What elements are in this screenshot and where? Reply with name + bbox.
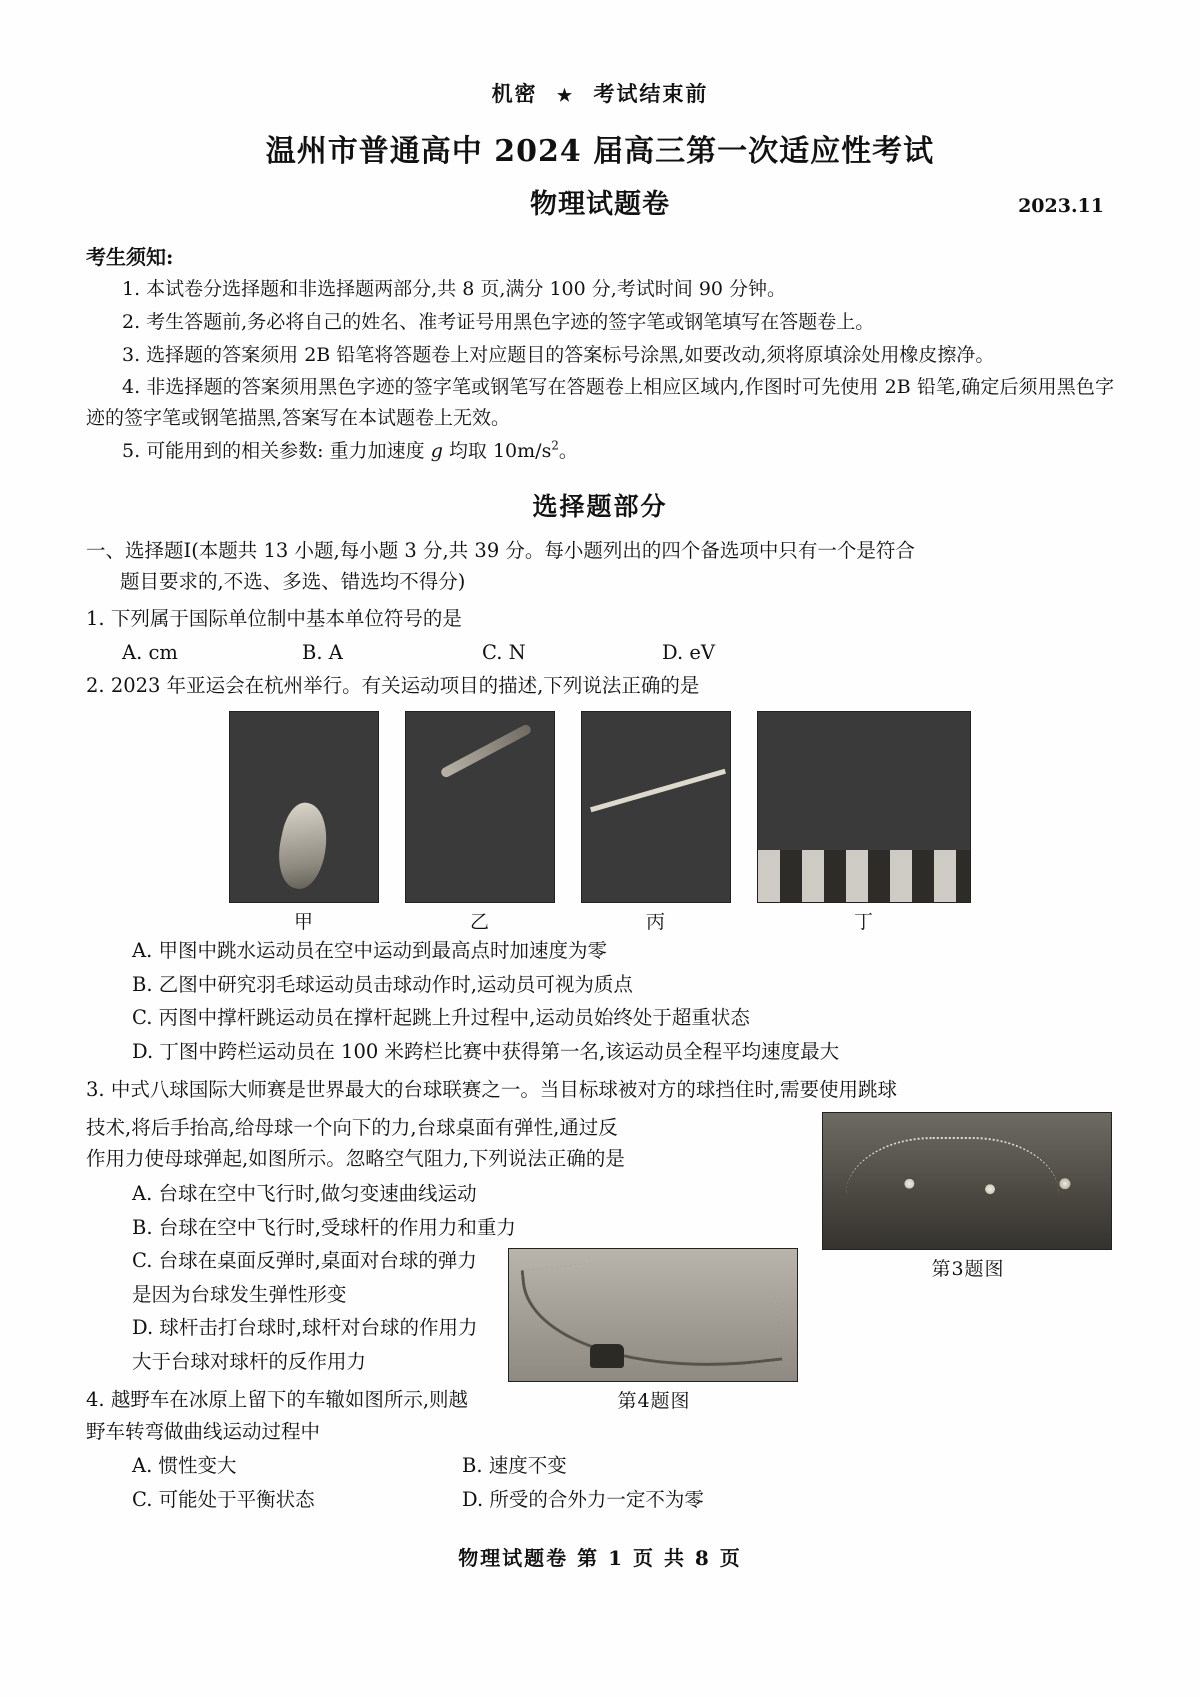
question-1-option-b[interactable]: B. A [302,640,343,664]
figure-jia-caption: 甲 [293,911,314,934]
question-1 [86,603,1114,635]
question-3-number: 3. [86,1078,105,1102]
question-3-option-b[interactable]: B. 台球在空中飞行时,受球杆的作用力和重力 [132,1215,516,1239]
diving-photo-icon [229,711,379,903]
figure-bing-caption: 丙 [645,911,666,934]
question-3-option-c[interactable]: C. 台球在桌面反弹时,桌面对台球的弹力是因为台球发生弹性形变 [132,1249,477,1306]
question-2-option-c[interactable]: C. 丙图中撑杆跳运动员在撑杆起跳上升过程中,运动员始终处于超重状态 [132,1006,750,1030]
question-3 [86,1074,1114,1106]
take-label: 均取 [448,439,487,462]
gravity-label: 重力加速度 [329,439,425,462]
question-4-stem: 越野车在冰原上留下的车辙如图所示,则越野车转弯做曲线运动过程中 [86,1388,469,1443]
figure-jia [229,711,379,934]
question-2-figures [86,711,1114,934]
question-2-number: 2. [86,673,105,697]
gravity-unit-exponent: 2 [551,438,559,453]
question-2 [86,670,1114,702]
question-3-stem-line2: 技术,将后手抬高,给母球一个向下的力,台球桌面有弹性,通过反 [86,1115,618,1139]
notice-item: 1. 本试卷分选择题和非选择题两部分,共 8 页,满分 100 分,考试时间 90 分钟。 [122,278,787,300]
notice-item-params-end: 。 [558,439,578,462]
question-4-number: 4. [86,1388,105,1412]
question-3-option-d[interactable]: D. 球杆击打台球时,球杆对台球的作用力大于台球对球杆的反作用力 [132,1316,478,1373]
question-3-stem-line1: 中式八球国际大师赛是世界最大的台球联赛之一。当目标球被对方的球挡住时,需要使用跳球 [110,1078,898,1102]
notice-item: 4. 非选择题的答案须用黑色字迹的签字笔或钢笔写在答题卷上相应区域内,作图时可先使用 2B 铅笔,确定后须用黑色字迹的签字笔或钢笔描黑,答案写在本试题卷上无效。 [86,376,1114,430]
question-3-figure [822,1112,1114,1281]
figure-bing [581,711,731,934]
page-footer: 物理试题卷 第 1 页 共 8 页 [458,1546,742,1571]
confidential-right: 考试结束前 [593,81,709,106]
question-group-instruction-line2: 题目要求的,不选、多选、错选均不得分) [120,569,466,593]
question-2-stem: 2023 年亚运会在杭州举行。有关运动项目的描述,下列说法正确的是 [110,673,700,697]
question-4-options-row-2 [86,1483,1114,1517]
notice-item-params-prefix: 5. 可能用到的相关参数: [122,439,324,462]
subject-title: 物理试题卷 [530,189,670,220]
badminton-photo-icon [405,711,555,903]
figure-yi [405,711,555,934]
gravity-symbol: g [430,439,443,462]
figure-yi-caption: 乙 [469,911,490,934]
exam-date: 2023.11 [1018,195,1104,217]
question-4-option-b[interactable]: B. 速度不变 [462,1454,567,1478]
question-1-stem: 下列属于国际单位制中基本单位符号的是 [110,606,462,630]
confidential-line [86,78,1114,108]
confidential-left: 机密 [491,81,538,106]
question-group-instruction-line1: 一、选择题Ⅰ(本题共 13 小题,每小题 3 分,共 39 分。每小题列出的四个备选项中只有一个是符合 [86,538,915,562]
question-3-4-block [86,1074,1114,1516]
gravity-value: 10m/s [492,439,552,462]
question-4-option-a[interactable]: A. 惯性变大 [132,1454,237,1478]
question-4-figure-caption: 第4题图 [617,1390,691,1413]
hurdles-photo-icon [757,711,971,903]
figure-ding [757,711,971,934]
notice-item: 2. 考生答题前,务必将自己的姓名、准考证号用黑色字迹的签字笔或钢笔填写在答题卷上。 [122,310,875,333]
question-4-options-row-1 [86,1449,1114,1483]
notice-title: 考生须知: [86,245,174,269]
question-2-option-d[interactable]: D. 丁图中跨栏运动员在 100 米跨栏比赛中获得第一名,该运动员全程平均速度最大 [132,1039,840,1063]
question-3-figure-caption: 第3题图 [931,1257,1005,1280]
question-4-option-c[interactable]: C. 可能处于平衡状态 [132,1487,315,1511]
question-1-options [86,641,1114,664]
question-1-option-c[interactable]: C. N [482,640,526,664]
question-3-option-a[interactable]: A. 台球在空中飞行时,做匀变速曲线运动 [132,1181,477,1205]
question-2-option-a[interactable]: A. 甲图中跳水运动员在空中运动到最高点时加速度为零 [132,939,607,963]
question-1-option-a[interactable]: A. cm [122,640,178,664]
notice-item-params [86,436,1114,467]
question-1-option-d[interactable]: D. eV [662,640,715,664]
section-title: 选择题部分 [532,491,668,521]
page-title: 温州市普通高中 2024 届高三第一次适应性考试 [265,134,935,169]
snow-track-photo-icon [508,1248,798,1382]
star-icon: ★ [556,86,575,106]
question-4-option-d[interactable]: D. 所受的合外力一定不为零 [462,1487,704,1511]
question-2-option-b[interactable]: B. 乙图中研究羽毛球运动员击球动作时,运动员可视为质点 [132,972,633,996]
question-1-number: 1. [86,606,105,630]
billiard-jump-photo-icon [822,1112,1112,1250]
question-group-instruction [86,535,1114,597]
question-4-figure [508,1248,800,1413]
polevault-photo-icon [581,711,731,903]
subtitle-row [86,182,1114,221]
notice-item: 3. 选择题的答案须用 2B 铅笔将答题卷上对应题目的答案标号涂黑,如要改动,须将原填涂处用橡皮擦净。 [122,343,995,366]
question-3-stem-line3: 作用力使母球弹起,如图所示。忽略空气阻力,下列说法正确的是 [86,1147,625,1171]
figure-ding-caption: 丁 [853,911,874,934]
